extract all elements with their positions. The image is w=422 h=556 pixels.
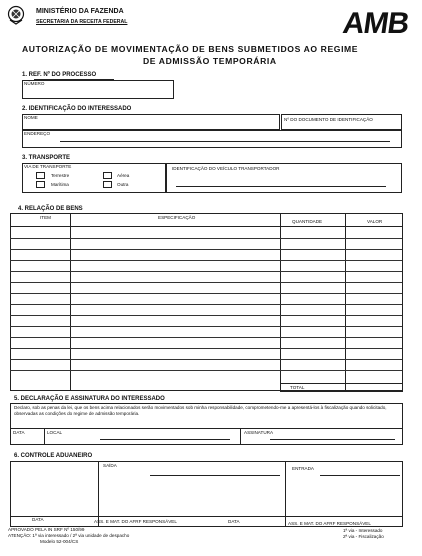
id-document-label: Nº DO DOCUMENTO DE IDENTIFICAÇÃO <box>284 117 373 122</box>
form-title-line2: DE ADMISSÃO TEMPORÁRIA <box>143 56 277 66</box>
section3-heading: 3. TRANSPORTE <box>22 155 71 161</box>
transport-mode-label: VIA DE TRANSPORTE <box>24 164 72 169</box>
section6-heading: 6. CONTROLE ADUANEIRO <box>14 453 93 459</box>
brasao-icon <box>7 5 25 25</box>
option-outra: Outra <box>117 182 129 187</box>
checkbox-maritima[interactable] <box>36 181 45 188</box>
col-item: ITEM <box>40 215 51 220</box>
declaration-signature-label: ASSINATURA <box>244 430 274 435</box>
secretariat-name: SECRETARIA DA RECEITA FEDERAL <box>36 19 128 25</box>
table-row[interactable] <box>10 282 402 283</box>
option-aerea: Aérea <box>117 173 130 178</box>
vehicle-id-label: IDENTIFICAÇÃO DO VEÍCULO TRANSPORTADOR <box>172 166 280 171</box>
entry-date-label: DATA <box>228 519 240 524</box>
name-label: NOME <box>24 115 38 120</box>
section2-heading: 2. IDENTIFICAÇÃO DO INTERESSADO <box>22 106 132 112</box>
option-maritima: Marítima <box>51 182 69 187</box>
checkbox-outra[interactable] <box>103 181 112 188</box>
entry-label: ENTRADA <box>292 466 314 471</box>
exit-label: SAÍDA <box>103 463 117 468</box>
option-terrestre: Terrestre <box>51 173 70 178</box>
table-row[interactable] <box>10 370 402 371</box>
section1-heading: 1. REF. Nº DO PROCESSO <box>22 72 97 78</box>
section4-heading: 4. RELAÇÃO DE BENS <box>18 206 83 212</box>
table-row[interactable] <box>10 249 402 250</box>
checkbox-terrestre[interactable] <box>36 172 45 179</box>
footer-model: Modelo 52-004/CS <box>40 539 79 544</box>
interested-name-field[interactable] <box>22 114 280 130</box>
table-row[interactable] <box>10 293 402 294</box>
process-number-field[interactable] <box>22 80 174 99</box>
exit-date-label: DATA <box>32 517 44 522</box>
table-row[interactable] <box>10 326 402 327</box>
ministry-name: MINISTÉRIO DA FAZENDA <box>36 8 124 15</box>
declaration-place-label: LOCAL <box>47 430 63 435</box>
exit-afrf-label: ASS. E MAT. DO AFRF RESPONSÁVEL <box>94 519 177 524</box>
col-qty: QUANTIDADE <box>292 219 323 224</box>
table-row[interactable] <box>10 238 402 239</box>
table-row[interactable] <box>10 271 402 272</box>
entry-afrf-label: ASS. E MAT. DO AFRF RESPONSÁVEL <box>288 521 371 526</box>
col-spec: ESPECIFICAÇÃO <box>158 215 196 220</box>
checkbox-aerea[interactable] <box>103 172 112 179</box>
table-row[interactable] <box>10 315 402 316</box>
table-row[interactable] <box>10 348 402 349</box>
customs-control-box <box>10 461 403 527</box>
total-label: TOTAL <box>290 385 305 390</box>
footer-attention: ATENÇÃO: 1ª via interessado / 2ª via unidade de despacho <box>8 533 130 538</box>
declaration-date-label: DATA <box>13 430 25 435</box>
declaration-text: Declaro, sob as penas da lei, que os bens acima relacionados serão movimentados sob minha responsabilidade, comprometendo-me a apresentá-los à fiscalização quando solicitado, observadas as condições do regime de admissão temporária. <box>14 405 387 416</box>
col-value: VALOR <box>367 219 383 224</box>
footer-via1: 1ª via - Interessado <box>343 528 383 533</box>
footer-approval: APROVADO PELA IN SRF Nº 150/99 <box>8 527 85 532</box>
table-row[interactable] <box>10 337 402 338</box>
section5-heading: 5. DECLARAÇÃO E ASSINATURA DO INTERESSADO <box>14 396 165 402</box>
address-field[interactable] <box>22 130 402 148</box>
process-number-label: NÚMERO <box>24 81 45 86</box>
table-row[interactable] <box>10 260 402 261</box>
table-row[interactable] <box>10 304 402 305</box>
address-label: ENDEREÇO <box>24 131 51 136</box>
table-row[interactable] <box>10 359 402 360</box>
form-title-line1: AUTORIZAÇÃO DE MOVIMENTAÇÃO DE BENS SUBMETIDOS AO REGIME <box>22 44 359 54</box>
footer-via2: 2ª via - Fiscalização <box>343 534 384 539</box>
amb-logo: AMB <box>340 7 411 40</box>
